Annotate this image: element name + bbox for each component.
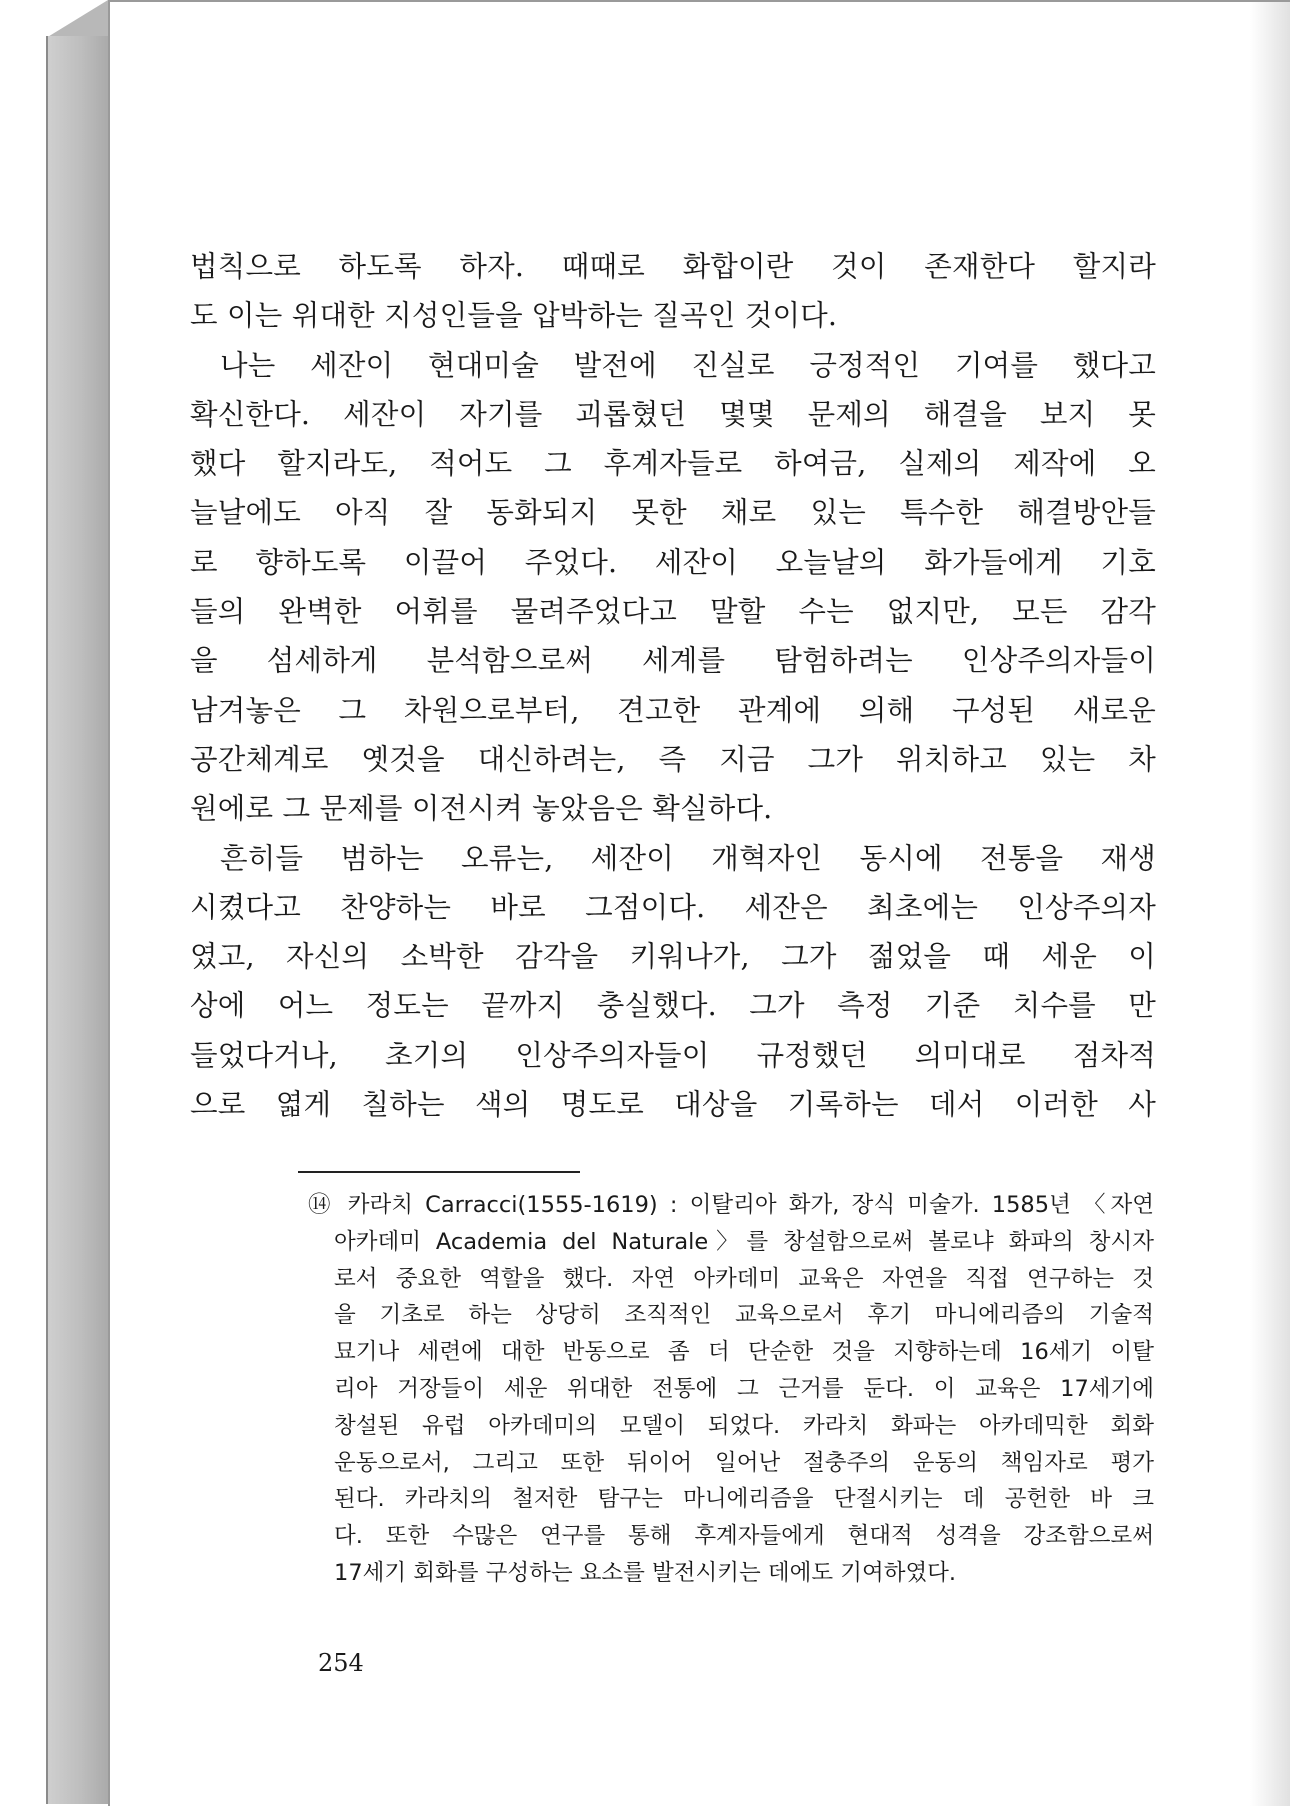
body-line: 상에 어느 정도는 끝까지 충실했다. 그가 측정 기준 치수를 만 xyxy=(190,989,1156,1023)
body-line: 로 향하도록 이끌어 주었다. 세잔이 오늘날의 화가들에게 기호 xyxy=(190,545,1156,579)
body-line: 였고, 자신의 소박한 감각을 키워나가, 그가 젊었을 때 세운 이 xyxy=(190,940,1156,974)
footnote-line: ⑭ 카라치 Carracci(1555-1619) : 이탈리아 화가, 장식 미술가. 1585년 〈자연 xyxy=(308,1192,1154,1218)
footnote-line: 창설된 유럽 아카데미의 모델이 되었다. 카라치 화파는 아카데믹한 회화 xyxy=(334,1412,1154,1439)
body-line: 으로 엷게 칠하는 색의 명도로 대상을 기록하는 데서 이러한 사 xyxy=(190,1088,1156,1122)
footnote-line: 17세기 회화를 구성하는 요소를 발전시키는 데에도 기여하였다. xyxy=(334,1559,957,1586)
body-line: 도 이는 위대한 지성인들을 압박하는 질곡인 것이다. xyxy=(190,299,838,333)
body-line: 나는 세잔이 현대미술 발전에 진실로 긍정적인 기여를 했다고 xyxy=(220,348,1156,382)
body-line: 늘날에도 아직 잘 동화되지 못한 채로 있는 특수한 해결방안들 xyxy=(190,496,1156,530)
footnote-line: 운동으로서, 그리고 또한 뒤이어 일어난 절충주의 운동의 책임자로 평가 xyxy=(334,1449,1154,1476)
page-edge-shadow xyxy=(1250,2,1290,1806)
footnote-line: 로서 중요한 역할을 했다. 자연 아카데미 교육은 자연을 직접 연구하는 것 xyxy=(334,1265,1154,1292)
footnote-line: 을 기초로 하는 상당히 조직적인 교육으로서 후기 마니에리즘의 기술적 xyxy=(334,1302,1154,1329)
footnote-line: 아카데미 Academia del Naturale〉를 창설함으로써 볼로냐 화파의 창시자 xyxy=(334,1228,1154,1255)
body-line: 공간체계로 옛것을 대신하려는, 즉 지금 그가 위치하고 있는 차 xyxy=(190,742,1156,776)
body-line: 들의 완벽한 어휘를 물려주었다고 말할 수는 없지만, 모든 감각 xyxy=(190,595,1156,629)
book-spine xyxy=(46,36,110,1804)
body-line: 남겨놓은 그 차원으로부터, 견고한 관계에 의해 구성된 새로운 xyxy=(190,693,1156,727)
body-line: 했다 할지라도, 적어도 그 후계자들로 하여금, 실제의 제작에 오 xyxy=(190,447,1156,481)
body-line: 확신한다. 세잔이 자기를 괴롭혔던 몇몇 문제의 해결을 보지 못 xyxy=(190,397,1156,431)
body-line: 원에로 그 문제를 이전시켜 놓았음은 확실하다. xyxy=(190,792,773,826)
footnote-line: 리아 거장들이 세운 위대한 전통에 그 근거를 둔다. 이 교육은 17세기에 xyxy=(334,1375,1154,1402)
page-number: 254 xyxy=(318,1649,364,1677)
body-line: 들었다거나, 초기의 인상주의자들이 규정했던 의미대로 점차적 xyxy=(190,1038,1156,1072)
footnote-divider xyxy=(298,1171,580,1173)
footnote-line: 된다. 카라치의 철저한 탐구는 마니에리즘을 단절시키는 데 공헌한 바 크 xyxy=(334,1486,1154,1513)
book-spine-top xyxy=(46,0,108,38)
body-line: 법칙으로 하도록 하자. 때때로 화합이란 것이 존재한다 할지라 xyxy=(190,250,1156,283)
body-text xyxy=(190,242,1156,1129)
footnote-line: 묘기나 세련에 대한 반동으로 좀 더 단순한 것을 지향하는데 16세기 이탈 xyxy=(334,1339,1154,1366)
footnote xyxy=(308,1187,1154,1592)
body-line: 흔히들 범하는 오류는, 세잔이 개혁자인 동시에 전통을 재생 xyxy=(220,841,1156,875)
footnote-line: 다. 또한 수많은 연구를 통해 후계자들에게 현대적 성격을 강조함으로써 xyxy=(334,1523,1154,1550)
body-line: 을 섬세하게 분석함으로써 세계를 탐험하려는 인상주의자들이 xyxy=(190,644,1156,678)
body-line: 시켰다고 찬양하는 바로 그점이다. 세잔은 최초에는 인상주의자 xyxy=(190,890,1156,924)
